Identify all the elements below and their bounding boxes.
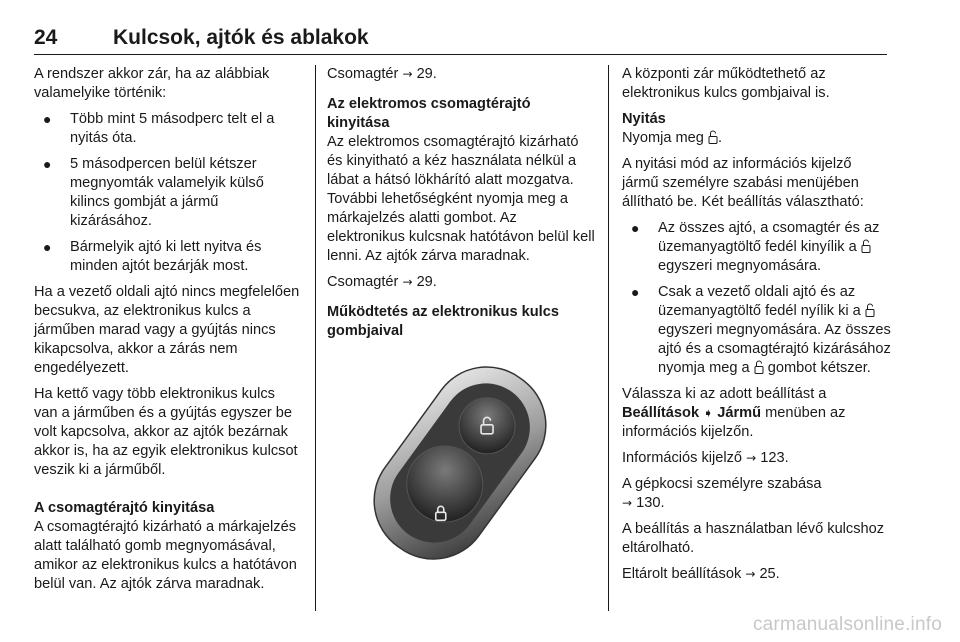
- cross-reference[interactable]: Csomagtér → 29.: [327, 66, 437, 82]
- list-item: ● Az összes ajtó, a csomagtér és az üzemanyagtöltő fedél kinyílik a egyszeri megnyomására.: [631, 220, 880, 274]
- paragraph: A központi zár működtethető az elektronikus kulcs gombjaival is.: [622, 66, 830, 101]
- key-fob-illustration: [327, 355, 593, 565]
- page-ref-arrow-icon: →: [622, 496, 633, 510]
- unlock-icon: [708, 130, 718, 145]
- unlock-modes-list: [622, 219, 892, 378]
- menu-path-settings: Beállítások: [622, 405, 700, 421]
- menu-arrow-icon: ➧: [703, 406, 714, 420]
- page-ref-arrow-icon: →: [746, 451, 757, 465]
- column-divider: [608, 65, 609, 611]
- column-3: [622, 65, 892, 591]
- list-item: ● Csak a vezető oldali ajtó és az üzemanyagtöltő fedél nyílik ki a egyszeri megnyomására. Az összes ajtó és a csomagtérajtó kizárásához nyomja meg a gombot kétszer.: [631, 284, 891, 376]
- section-heading: Nyitás: [622, 111, 666, 127]
- list-item: ● Bármelyik ajtó ki lett nyitva és minden ajtót bezárják most.: [43, 239, 262, 274]
- cross-reference[interactable]: Csomagtér → 29.: [327, 274, 437, 290]
- unlock-icon: [754, 360, 764, 375]
- page-ref-arrow-icon: →: [402, 67, 413, 81]
- paragraph: Nyomja meg .: [622, 130, 723, 146]
- bullet-dot: ●: [43, 111, 52, 127]
- paragraph: Az elektromos csomagtérajtó kizárható és kinyitható a kéz használata nélkül a lábat a hátsó lökhárító alatt mozgatva. További lehetőségként nyomja meg a márkajelzés alatti gombot. Az elektronikus kulcsnak hatótávon belül kell lenni. Az ajtók zárva maradnak.: [327, 134, 595, 264]
- paragraph: Ha kettő vagy több elektronikus kulcs van a járműben és a gyújtás egyszer be volt kapcsolva, akkor az ajtók bezárnak akkor is, ha az egyik elektronikus kulcsot veszik ki a járműből.: [34, 386, 298, 478]
- cross-reference[interactable]: A gépkocsi személyre szabása → 130.: [622, 476, 822, 511]
- cross-reference[interactable]: Információs kijelző → 123.: [622, 450, 789, 466]
- paragraph: Válassza ki az adott beállítást a Beállítások ➧ Jármű menüben az információs kijelzőn.: [622, 386, 846, 440]
- page-header: [34, 26, 887, 55]
- page-ref-arrow-icon: →: [402, 275, 413, 289]
- lock-conditions-list: [34, 110, 302, 276]
- bullet-dot: ●: [631, 220, 640, 236]
- column-2: [327, 65, 597, 571]
- page-number: 24: [34, 26, 58, 49]
- list-item: ● Több mint 5 másodperc telt el a nyitás óta.: [43, 111, 275, 146]
- page-ref-arrow-icon: →: [745, 567, 756, 581]
- intro-paragraph: A rendszer akkor zár, ha az alábbiak valamelyike történik:: [34, 66, 270, 101]
- bullet-dot: ●: [43, 239, 52, 255]
- paragraph: A beállítás a használatban lévő kulcshoz eltárolható.: [622, 521, 885, 556]
- column-divider: [315, 65, 316, 611]
- unlock-icon: [865, 303, 875, 318]
- menu-path-vehicle: Jármű: [717, 405, 762, 421]
- section-heading: Az elektromos csomagtérajtó kinyitása: [327, 96, 531, 131]
- section-heading: A csomagtérajtó kinyitása: [34, 500, 215, 516]
- bullet-dot: ●: [631, 284, 640, 300]
- column-1: [34, 65, 302, 601]
- chapter-title: Kulcsok, ajtók és ablakok: [113, 26, 369, 49]
- list-item: ● 5 másodpercen belül kétszer megnyomták valamelyik külső kilincs gombját a jármű kizárásához.: [43, 156, 264, 229]
- unlock-icon: [861, 239, 871, 254]
- watermark-text: carmanualsonline.info: [752, 614, 942, 635]
- cross-reference[interactable]: Eltárolt beállítások → 25.: [622, 566, 780, 582]
- paragraph: A nyitási mód az információs kijelző jármű személyre szabási menüjében állítható be. Két beállítás választható:: [622, 156, 864, 210]
- paragraph: Ha a vezető oldali ajtó nincs megfelelően becsukva, az elektronikus kulcs a járműben marad vagy a gyújtás nincs kikapcsolva, akkor a zárás nem engedélyezett.: [34, 284, 300, 376]
- section-heading: Működtetés az elektronikus kulcs gombjaival: [327, 304, 559, 339]
- bullet-dot: ●: [43, 156, 52, 172]
- paragraph: A csomagtérajtó kizárható a márkajelzés alatt található gomb megnyomásával, amikor az elektronikus kulcs a hatótávon belül van. Az ajtók zárva maradnak.: [34, 519, 297, 592]
